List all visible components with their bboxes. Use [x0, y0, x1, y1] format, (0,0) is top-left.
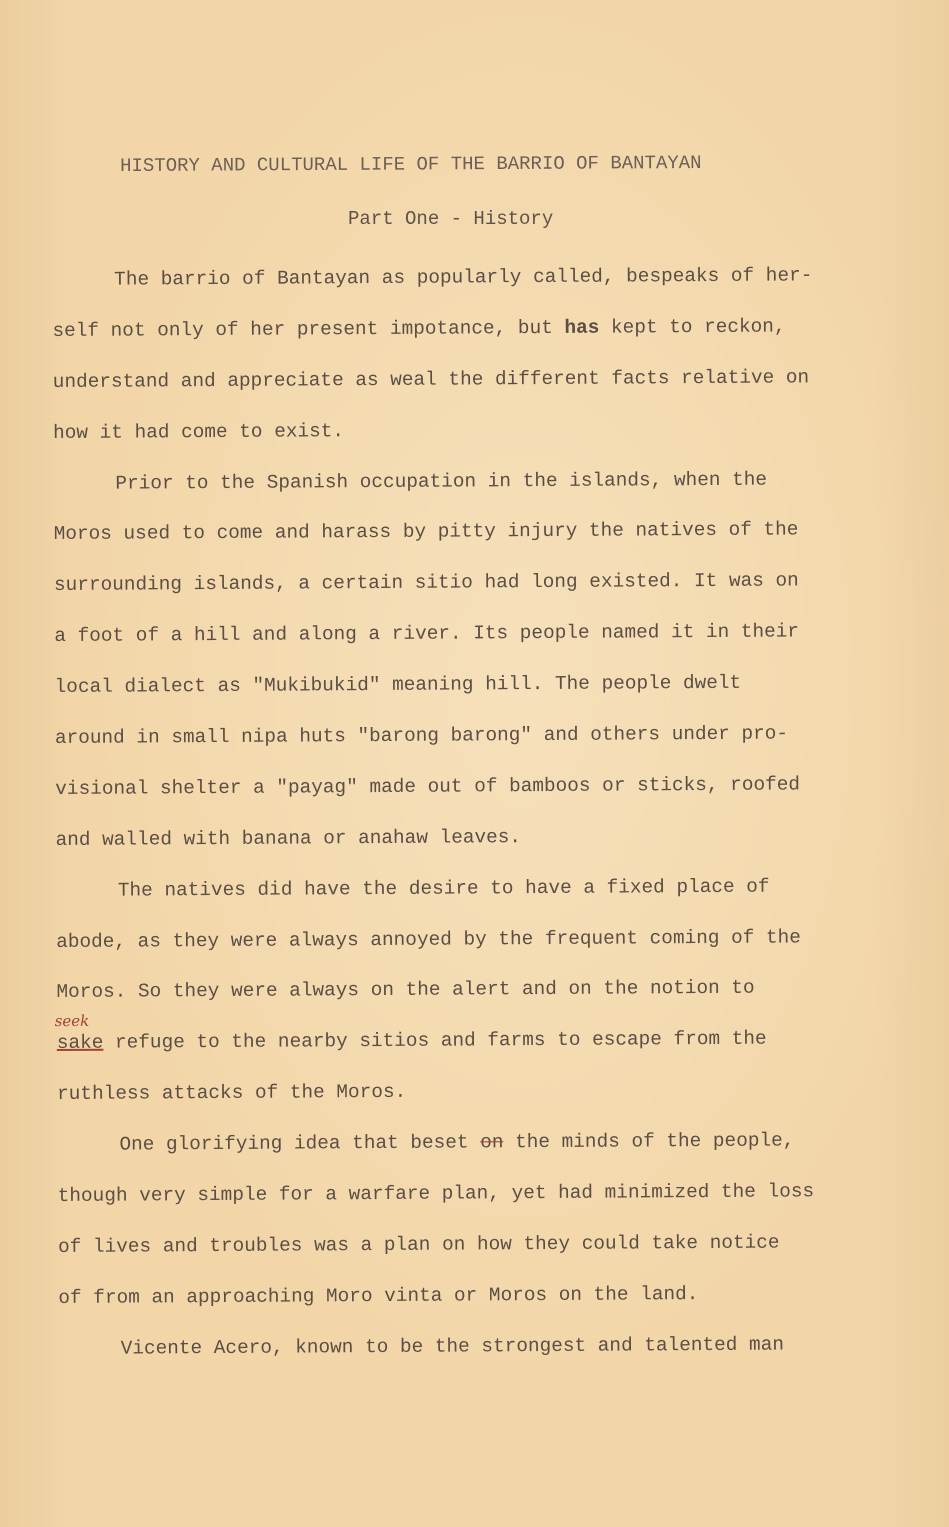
paragraph-2-line-7: visional shelter a "payag" made out of bamboos or sticks, roofed [55, 773, 801, 800]
paragraph-5-line-1: Vicente Acero, known to be the strongest and talented man [120, 1333, 785, 1360]
paragraph-4-line-2: though very simple for a warfare plan, yet had minimized the loss [57, 1180, 815, 1208]
paragraph-2-line-5: local dialect as "Mukibukid" meaning hill. The people dwelt [54, 671, 742, 699]
text-segment: self not only of her present impotance, but [52, 316, 565, 342]
paragraph-2-line-1: Prior to the Spanish occupation in the islands, when the [115, 468, 768, 495]
struck-word: on [480, 1131, 504, 1154]
paragraph-3-line-1: The natives did have the desire to have a fixed place of [117, 875, 770, 902]
paragraph-3-line-3: Moros. So they were always on the alert and on the notion to [56, 977, 755, 1004]
paragraph-2-line-4: a foot of a hill and along a river. Its people named it in their [54, 620, 800, 648]
emphasized-word: has [564, 316, 600, 339]
text-segment: One glorifying idea that beset [119, 1131, 481, 1156]
handwritten-correction: seek [54, 1012, 90, 1031]
paragraph-4-line-1 [57, 1115, 897, 1171]
paragraph-3-line-4 [54, 1012, 897, 1069]
text-segment: refuge to the nearby sitios and farms to escape from the [103, 1028, 767, 1055]
paragraph-3-line-2: abode, as they were always annoyed by the frequent coming of the [56, 926, 801, 953]
paragraph-2-line-3: surrounding islands, a certain sitio had long existed. It was on [53, 569, 799, 597]
paragraph-1-line-1: The barrio of Bantayan as popularly called, bespeaks of her- [114, 264, 813, 291]
paragraph-1-line-2 [52, 301, 892, 357]
paragraph-2-line-8: and walled with banana or anahaw leaves. [55, 825, 522, 851]
paragraph-4-line-4: of from an approaching Moro vinta or Moros on the land. [58, 1282, 699, 1309]
text-segment: the minds of the people, [503, 1129, 795, 1154]
original-word: sake [56, 1032, 104, 1055]
paragraph-3-line-5: ruthless attacks of the Moros. [57, 1081, 407, 1106]
text-segment: kept to reckon, [599, 315, 786, 339]
corrected-word [54, 1012, 104, 1069]
paragraph-1-line-3: understand and appreciate as weal the different facts relative on [52, 366, 810, 393]
document-subtitle: Part One - History [348, 208, 554, 230]
paragraph-2-line-2: Moros used to come and harass by pitty injury the natives of the [53, 518, 799, 546]
paragraph-4-line-3: of lives and troubles was a plan on how they could take notice [57, 1231, 780, 1258]
paragraph-1-line-4: how it had come to exist. [53, 419, 345, 444]
document-body [52, 250, 899, 1375]
paragraph-2-line-6: around in small nipa huts "barong barong" and others under pro- [54, 722, 789, 750]
document-title: HISTORY AND CULTURAL LIFE OF THE BARRIO OF BANTAYAN [120, 151, 702, 177]
